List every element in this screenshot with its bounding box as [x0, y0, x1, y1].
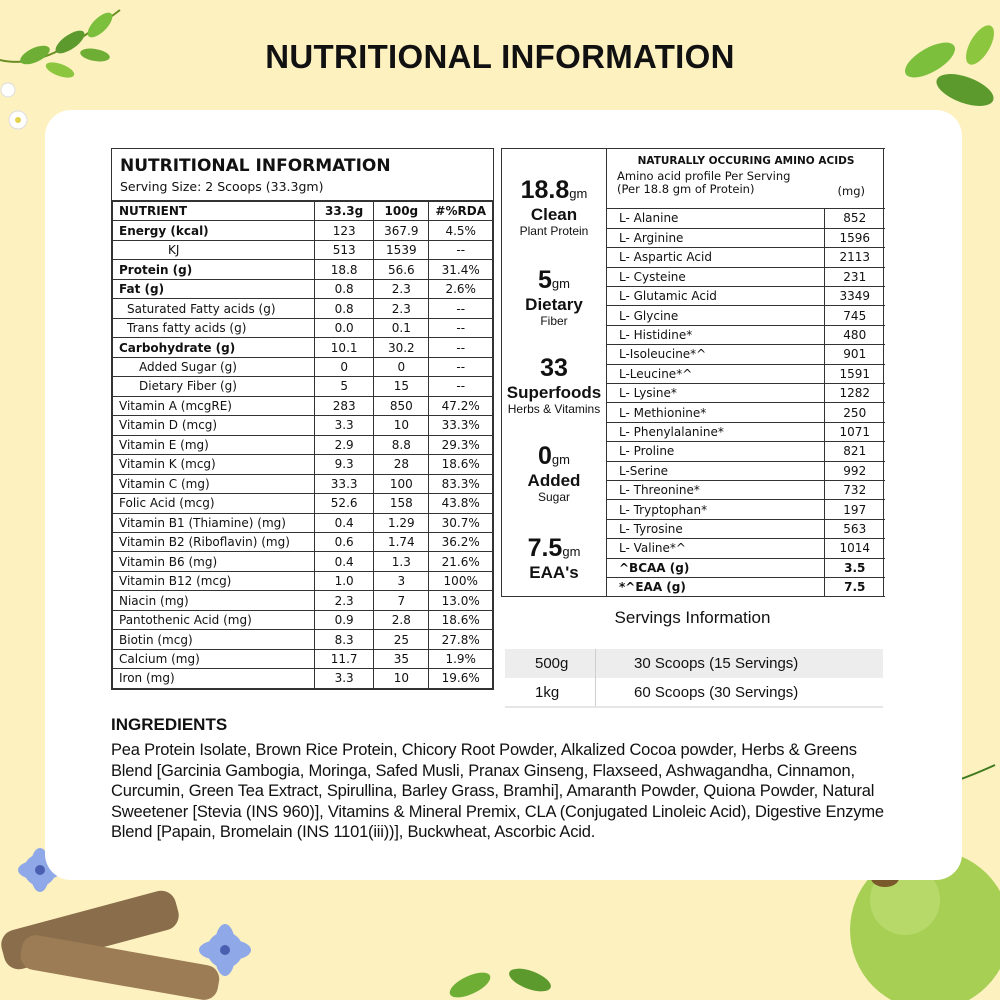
nutrient-name: Folic Acid (mcg) — [113, 494, 315, 513]
nutrient-value: 1.29 — [374, 513, 429, 532]
table-row — [113, 494, 493, 513]
nutrient-value: 3.3 — [315, 416, 374, 435]
nutrient-rda: 100% — [429, 571, 493, 590]
nutrient-value: 0.4 — [315, 513, 374, 532]
nutrient-value: 1.74 — [374, 532, 429, 551]
nutrient-rda: -- — [429, 357, 493, 376]
nutrient-rda: 4.5% — [429, 221, 493, 240]
nutrient-value: 10 — [374, 416, 429, 435]
amino-value: 901 — [824, 345, 885, 364]
serving-size-cell: 500g — [505, 649, 596, 678]
highlight-value: 0 — [538, 442, 552, 470]
table-row — [607, 364, 885, 383]
nutrient-rda: -- — [429, 338, 493, 357]
highlight-label: Dietary — [525, 295, 583, 314]
table-row — [113, 591, 493, 610]
nutrient-rda: -- — [429, 318, 493, 337]
amino-name: L- Aspartic Acid — [607, 248, 824, 267]
table-row — [607, 306, 885, 325]
nutrition-header-row — [113, 202, 493, 221]
nutrient-rda: 36.2% — [429, 532, 493, 551]
nutrient-name: Fat (g) — [113, 279, 315, 298]
nutrient-rda: 2.6% — [429, 279, 493, 298]
nutrient-value: 18.8 — [315, 260, 374, 279]
table-row — [607, 325, 885, 344]
amino-value: 1071 — [824, 422, 885, 441]
nutrient-value: 0.4 — [315, 552, 374, 571]
nutrient-value: 28 — [374, 455, 429, 474]
table-row — [113, 649, 493, 668]
table-row — [607, 403, 885, 422]
table-row — [607, 384, 885, 403]
nutrient-value: 2.8 — [374, 610, 429, 629]
nutrient-name: Vitamin A (mcgRE) — [113, 396, 315, 415]
nutrient-name: Niacin (mg) — [113, 591, 315, 610]
amino-subtitle-line: (Per 18.8 gm of Protein) — [617, 182, 755, 196]
table-row — [607, 248, 885, 267]
amino-value: 231 — [824, 267, 885, 286]
nutrient-rda: -- — [429, 377, 493, 396]
amino-acid-table — [607, 209, 885, 597]
nutrient-name: Pantothenic Acid (mg) — [113, 610, 315, 629]
nutrient-name: Vitamin E (mg) — [113, 435, 315, 454]
table-row — [607, 500, 885, 519]
page-title: NUTRITIONAL INFORMATION — [265, 38, 735, 75]
nutrient-value: 0.8 — [315, 299, 374, 318]
nutrient-rda: 1.9% — [429, 649, 493, 668]
table-row — [113, 318, 493, 337]
nutrient-value: 0.6 — [315, 532, 374, 551]
nutrient-value: 33.3 — [315, 474, 374, 493]
nutrient-rda: 31.4% — [429, 260, 493, 279]
table-row — [607, 461, 885, 480]
nutrient-value: 8.3 — [315, 630, 374, 649]
amino-name: L- Arginine — [607, 228, 824, 247]
servings-table — [505, 649, 883, 708]
nutrient-value: 0.8 — [315, 279, 374, 298]
nutrient-name: Energy (kcal) — [113, 221, 315, 240]
nutrient-value: 11.7 — [315, 649, 374, 668]
amino-value: 197 — [824, 500, 885, 519]
table-row — [607, 345, 885, 364]
nutrient-rda: 21.6% — [429, 552, 493, 571]
amino-name: L- Tyrosine — [607, 519, 824, 538]
amino-name: L-Isoleucine*^ — [607, 345, 824, 364]
table-row — [113, 357, 493, 376]
table-row — [607, 442, 885, 461]
amino-name: L- Methionine* — [607, 403, 824, 422]
table-row — [113, 279, 493, 298]
highlight-value: 5 — [538, 266, 552, 294]
nutrient-rda: 33.3% — [429, 416, 493, 435]
amino-value: 1014 — [824, 539, 885, 558]
table-row — [113, 435, 493, 454]
table-row — [113, 377, 493, 396]
nutrient-name: Vitamin B1 (Thiamine) (mg) — [113, 513, 315, 532]
amino-value: 732 — [824, 480, 885, 499]
amino-value: 563 — [824, 519, 885, 538]
nutrient-value: 0 — [374, 357, 429, 376]
nutrient-rda: 30.7% — [429, 513, 493, 532]
table-row — [113, 669, 493, 688]
nutrient-name: Carbohydrate (g) — [113, 338, 315, 357]
amino-name: L- Valine*^ — [607, 539, 824, 558]
nutrient-name: Vitamin C (mg) — [113, 474, 315, 493]
highlight-label: EAA's — [529, 563, 579, 582]
highlight-unit: gm — [551, 276, 570, 291]
nutrient-value: 9.3 — [315, 455, 374, 474]
amino-table-header — [607, 149, 885, 209]
nutrient-value: 7 — [374, 591, 429, 610]
servings-title: Servings Information — [614, 608, 771, 627]
nutrient-value: 2.3 — [315, 591, 374, 610]
nutrient-value: 1539 — [374, 240, 429, 259]
serving-size-cell: 1kg — [505, 678, 596, 707]
table-row — [607, 267, 885, 286]
nutrient-name: Iron (mg) — [113, 669, 315, 688]
highlight-label: Added — [527, 471, 581, 490]
amino-value: 1596 — [824, 228, 885, 247]
nutrient-value: 35 — [374, 649, 429, 668]
amino-value: 250 — [824, 403, 885, 422]
nutrient-name: Added Sugar (g) — [113, 357, 315, 376]
nutrient-value: 3 — [374, 571, 429, 590]
nutrient-name: Vitamin D (mcg) — [113, 416, 315, 435]
table-row — [113, 455, 493, 474]
table-row — [113, 240, 493, 259]
nutrition-table-panel — [111, 148, 494, 690]
nutrient-name: Protein (g) — [113, 260, 315, 279]
nutrient-value: 1.3 — [374, 552, 429, 571]
nutrition-table-title: NUTRITIONAL INFORMATION — [120, 156, 391, 176]
nutrient-name: Vitamin K (mcg) — [113, 455, 315, 474]
nutrient-value: 1.0 — [315, 571, 374, 590]
amino-name: L- Lysine* — [607, 384, 824, 403]
highlight-sub: Sugar — [537, 490, 571, 504]
table-row — [113, 260, 493, 279]
nutrient-value: 52.6 — [315, 494, 374, 513]
nutrient-value: 0.9 — [315, 610, 374, 629]
amino-value: 1282 — [824, 384, 885, 403]
amino-value: 852 — [824, 209, 885, 228]
amino-name: ^BCAA (g) — [607, 558, 824, 577]
nutrient-value: 3.3 — [315, 669, 374, 688]
highlight-sub: Herbs & Vitamins — [507, 402, 601, 416]
nutrient-value: 56.6 — [374, 260, 429, 279]
table-row — [607, 539, 885, 558]
ingredients-title: INGREDIENTS — [111, 715, 228, 734]
nutrient-name: Biotin (mcg) — [113, 630, 315, 649]
amino-value: 480 — [824, 325, 885, 344]
highlight-sub: Plant Protein — [519, 224, 589, 238]
table-row — [113, 299, 493, 318]
amino-name: L- Glycine — [607, 306, 824, 325]
highlight-superfoods — [502, 354, 606, 417]
highlights-amino-panel — [501, 148, 884, 597]
column-header: #%RDA — [429, 202, 493, 221]
column-header: 33.3g — [315, 202, 374, 221]
amino-value: 821 — [824, 442, 885, 461]
nutrient-value: 2.3 — [374, 299, 429, 318]
nutrient-rda: 29.3% — [429, 435, 493, 454]
nutrient-value: 0.0 — [315, 318, 374, 337]
highlight-unit: gm — [551, 452, 570, 467]
column-header: 100g — [374, 202, 429, 221]
table-row — [113, 416, 493, 435]
table-row — [607, 480, 885, 499]
table-row — [607, 228, 885, 247]
amino-value: 3349 — [824, 287, 885, 306]
nutrient-name: Vitamin B6 (mg) — [113, 552, 315, 571]
nutrient-name: Vitamin B2 (Riboflavin) (mg) — [113, 532, 315, 551]
nutrient-rda: -- — [429, 240, 493, 259]
amino-subtitle-line: Amino acid profile Per Serving — [617, 169, 791, 183]
amino-value: 3.5 — [824, 558, 885, 577]
highlight-label: Clean — [530, 205, 578, 224]
nutrient-name: Trans fatty acids (g) — [113, 318, 315, 337]
highlight-protein — [502, 176, 606, 239]
table-row — [113, 396, 493, 415]
nutrient-rda: 18.6% — [429, 455, 493, 474]
nutrient-value: 15 — [374, 377, 429, 396]
amino-name: L- Cysteine — [607, 267, 824, 286]
ingredients-text: Pea Protein Isolate, Brown Rice Protein, Chicory Root Powder, Alkalized Cocoa powder, Herbs & Greens Blend [Garcinia Gambogia, Moringa, Safed Musli, Pranax Ginseng, Flaxseed, Ashwagandha, Cinnamon, Curcumin, Green Tea Extract, Spirullina, Barley Grass, Bramhi], Amaranth Powder, Quiona Powder, Natural Sweetener [Stevia (INS 960)], Vitamins & Mineral Premix, CLA (Conjugated Linoleic Acid), Digestive Enzyme Blend [Papain, Bromelain (INS 1101(iii))], Buckwheat, Ascorbic Acid. — [111, 741, 884, 842]
table-row — [607, 209, 885, 228]
nutrient-rda: 83.3% — [429, 474, 493, 493]
amino-name: L- Glutamic Acid — [607, 287, 824, 306]
nutrient-rda: 43.8% — [429, 494, 493, 513]
amino-name: L- Proline — [607, 442, 824, 461]
table-row — [113, 338, 493, 357]
table-row — [113, 474, 493, 493]
serving-size: Serving Size: 2 Scoops (33.3gm) — [120, 179, 324, 194]
nutrient-name: Vitamin B12 (mcg) — [113, 571, 315, 590]
highlight-label: Superfoods — [506, 383, 602, 402]
nutrient-value: 25 — [374, 630, 429, 649]
nutrient-value: 158 — [374, 494, 429, 513]
nutrient-value: 123 — [315, 221, 374, 240]
amino-subtitle — [617, 170, 875, 196]
table-row — [607, 519, 885, 538]
table-row — [505, 649, 883, 678]
amino-name: L- Tryptophan* — [607, 500, 824, 519]
amino-name: L- Alanine — [607, 209, 824, 228]
nutrient-rda: 13.0% — [429, 591, 493, 610]
amino-name: L-Leucine*^ — [607, 364, 824, 383]
amino-acid-table-panel — [606, 148, 885, 597]
nutrient-value: 2.9 — [315, 435, 374, 454]
highlight-value: 33 — [540, 354, 568, 382]
column-header: NUTRIENT — [113, 202, 315, 221]
nutrient-value: 8.8 — [374, 435, 429, 454]
nutrient-name: Calcium (mg) — [113, 649, 315, 668]
amino-value: 7.5 — [824, 577, 885, 596]
table-row — [113, 221, 493, 240]
nutrient-rda: -- — [429, 299, 493, 318]
amino-name: *^EAA (g) — [607, 577, 824, 596]
highlight-eaa — [502, 534, 606, 582]
table-row — [607, 577, 885, 596]
nutrient-value: 5 — [315, 377, 374, 396]
nutrient-value: 367.9 — [374, 221, 429, 240]
nutrient-value: 0.1 — [374, 318, 429, 337]
highlight-fiber — [502, 266, 606, 329]
nutrient-value: 2.3 — [374, 279, 429, 298]
amino-value: 745 — [824, 306, 885, 325]
nutrient-value: 850 — [374, 396, 429, 415]
nutrient-value: 513 — [315, 240, 374, 259]
amino-name: L- Histidine* — [607, 325, 824, 344]
nutrient-value: 0 — [315, 357, 374, 376]
table-row — [607, 422, 885, 441]
table-row — [113, 513, 493, 532]
nutrient-name: KJ — [113, 240, 315, 259]
nutrient-rda: 19.6% — [429, 669, 493, 688]
highlight-unit: gm — [562, 544, 581, 559]
nutrient-rda: 47.2% — [429, 396, 493, 415]
nutrient-value: 100 — [374, 474, 429, 493]
table-row — [113, 532, 493, 551]
table-row — [113, 552, 493, 571]
table-row — [113, 630, 493, 649]
amino-value: 992 — [824, 461, 885, 480]
highlight-value: 18.8 — [520, 176, 570, 204]
nutrient-name: Dietary Fiber (g) — [113, 377, 315, 396]
table-row — [607, 287, 885, 306]
amino-unit: (mg) — [837, 184, 865, 198]
amino-name: L-Serine — [607, 461, 824, 480]
serving-scoops-cell: 60 Scoops (30 Servings) — [596, 678, 883, 707]
nutrient-value: 30.2 — [374, 338, 429, 357]
table-row — [607, 558, 885, 577]
amino-value: 1591 — [824, 364, 885, 383]
nutrient-rda: 27.8% — [429, 630, 493, 649]
nutrition-table-header — [112, 149, 493, 201]
serving-scoops-cell: 30 Scoops (15 Servings) — [596, 649, 883, 678]
highlight-sugar — [502, 442, 606, 505]
nutrient-value: 283 — [315, 396, 374, 415]
table-row — [113, 610, 493, 629]
amino-value: 2113 — [824, 248, 885, 267]
table-row — [113, 571, 493, 590]
nutrient-value: 10 — [374, 669, 429, 688]
nutrition-table — [112, 201, 493, 689]
table-row — [505, 678, 883, 707]
amino-table-title: NATURALLY OCCURING AMINO ACIDS — [637, 155, 855, 167]
nutrient-rda: 18.6% — [429, 610, 493, 629]
nutrient-name: Saturated Fatty acids (g) — [113, 299, 315, 318]
amino-name: L- Phenylalanine* — [607, 422, 824, 441]
highlight-value: 7.5 — [527, 534, 563, 562]
leaves-bottom-center-decoration — [430, 950, 580, 1000]
highlight-sub: Fiber — [540, 314, 568, 328]
amino-name: L- Threonine* — [607, 480, 824, 499]
nutrient-value: 10.1 — [315, 338, 374, 357]
highlight-unit: gm — [569, 186, 588, 201]
